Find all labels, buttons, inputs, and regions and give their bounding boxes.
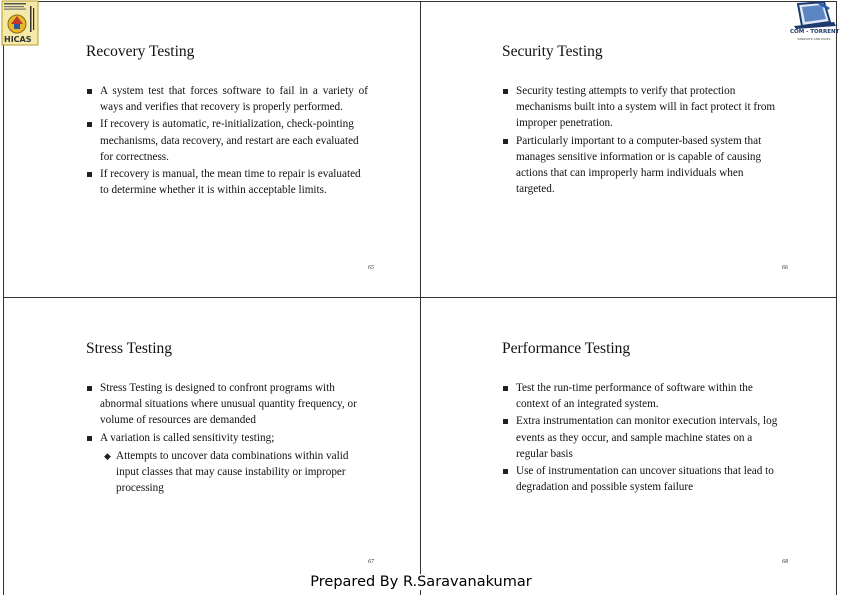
- bullet-list: [502, 83, 784, 198]
- institution-logo-text: HICAS: [4, 35, 32, 44]
- slide-recovery-testing: [8, 3, 420, 295]
- footer: [0, 574, 842, 590]
- bullet-item: Test the run-time performance of software within the context of an integrated system.: [502, 380, 784, 412]
- bullet-list: [86, 83, 368, 199]
- bullet-item: Use of instrumentation can uncover situations that lead to degradation and possible system failure: [502, 463, 784, 495]
- bullet-item: Security testing attempts to verify that protection mechanisms built into a system will in fact protect it from improper penetration.: [502, 83, 784, 132]
- slide-page-number: 67: [368, 559, 374, 565]
- com-torrent-logo-text: COM - TORRENT: [790, 29, 840, 35]
- slide-page-number: 65: [368, 265, 374, 271]
- slide-page-number: 68: [782, 559, 788, 565]
- horizontal-divider: [3, 297, 837, 298]
- sub-bullet-list: [104, 448, 368, 497]
- bullet-list: [502, 380, 784, 496]
- bullet-item: Stress Testing is designed to confront programs with abnormal situations where unusual quantity frequency, or volume of resources are demanded: [86, 380, 368, 429]
- bullet-item: Extra instrumentation can monitor execution intervals, log events as they occur, and sample machine states on a regular basis: [502, 413, 784, 462]
- slide-title: Stress Testing: [86, 340, 173, 357]
- slide-title: Performance Testing: [502, 340, 631, 357]
- bullet-item: [86, 430, 368, 497]
- bullet-item: A system test that forces software to fail in a variety of ways and verifies that recovery is properly performed.: [86, 83, 368, 115]
- bullet-item: Particularly important to a computer-based system that manages sensitive information or is capable of causing actions that can improperly harm individuals when targeted.: [502, 133, 784, 198]
- bullet-item: If recovery is manual, the mean time to repair is evaluated to determine whether it is within acceptable limits.: [86, 166, 368, 198]
- slide-title: Security Testing: [502, 43, 603, 60]
- bullet-list: [86, 380, 368, 497]
- vertical-divider: [420, 1, 421, 595]
- slide-page-number: 66: [782, 265, 788, 271]
- footer-text: Prepared By R.Saravanakumar: [310, 574, 532, 590]
- sub-bullet-item: ◆ Attempts to uncover data combinations within valid input classes that may cause instability or improper processing: [104, 448, 368, 497]
- slide-stress-testing: [8, 300, 420, 592]
- slide-performance-testing: [424, 300, 836, 592]
- com-torrent-logo-tagline: INNOVATE AND EXCEL: [797, 37, 831, 41]
- slide-title: Recovery Testing: [86, 43, 195, 60]
- slide-security-testing: [424, 3, 840, 295]
- bullet-text: A variation is called sensitivity testing;: [100, 431, 275, 444]
- bullet-item: If recovery is automatic, re-initialization, check-pointing mechanisms, data recovery, and restart are each evaluated for correctness.: [86, 116, 368, 165]
